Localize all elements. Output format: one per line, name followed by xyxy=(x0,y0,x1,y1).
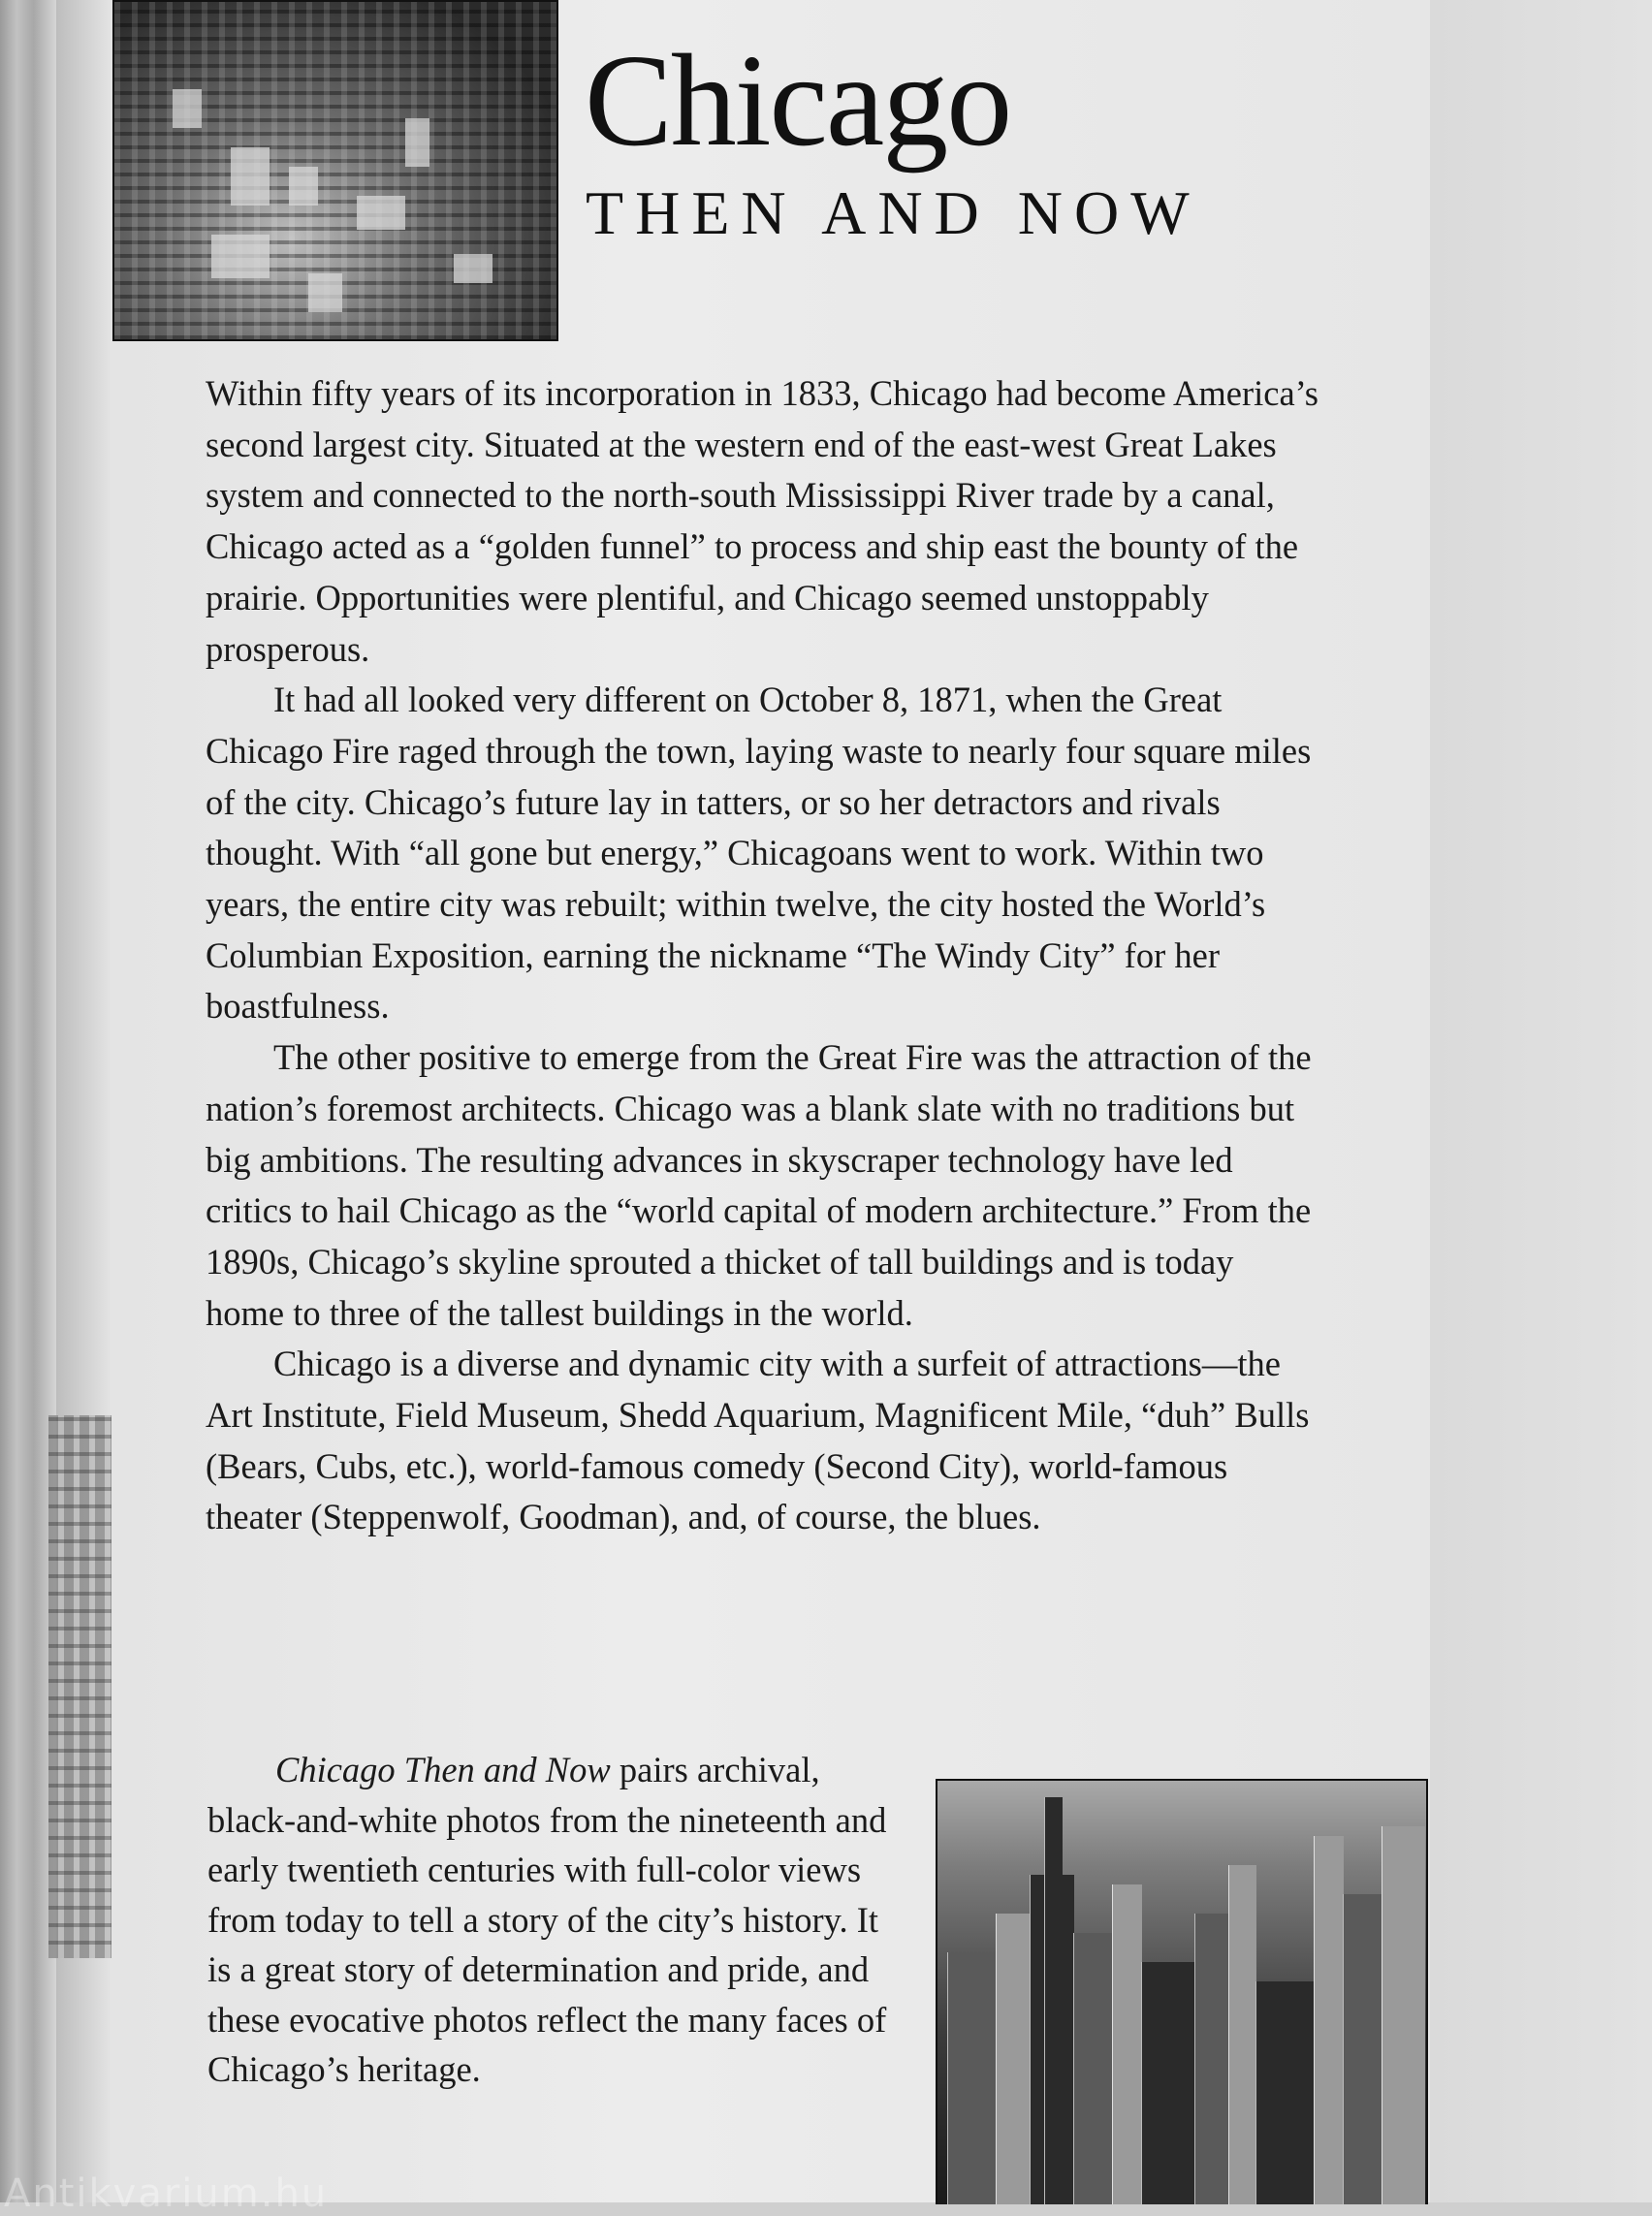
underlying-photo-building xyxy=(48,1415,116,1958)
historic-aerial-photo xyxy=(112,0,558,341)
paragraph-3: The other positive to emerge from the Great Fire was the attraction of the nation’s foremost architects. Chicago was a blank slate with no traditions but big ambitions. The resulting advances in skyscraper technology have led critics to hail Chicago as the “world capital of modern architecture.” From the 1890s, Chicago’s skyline sprouted a thicket of tall buildings and is today home to three of the tallest buildings in the world. xyxy=(206,1037,1312,1333)
book-subtitle: THEN AND NOW xyxy=(586,178,1201,247)
book-title: Chicago xyxy=(585,28,1011,174)
watermark: Antikvarium.hu xyxy=(4,2171,329,2216)
italic-book-title: Chicago Then and Now xyxy=(275,1750,611,1789)
modern-skyline-photo xyxy=(936,1779,1428,2204)
paragraph-2: It had all looked very different on October 8, 1871, when the Great Chicago Fire raged through the town, laying waste to nearly four square miles of the city. Chicago’s future lay in tatters, or so her detractors and rivals thought. With “all gone but energy,” Chicagoans went to work. Within two years, the entire city was rebuilt; within twelve, the city hosted the World’s Columbian Exposition, earning the nickname “The Windy City” for her boastfulness. xyxy=(206,680,1312,1027)
paragraph-5-text: pairs archival, black-and-white photos from the nineteenth and early twentieth centuries with full-color views from today to tell a story of the city’s history. It is a great story of determination and pride, and these evocative photos reflect the many faces of Chicago’s heritage. xyxy=(207,1750,887,2089)
body-text xyxy=(206,368,1320,1543)
paragraph-1: Within fifty years of its incorporation in 1833, Chicago had become America’s second largest city. Situated at the western end of the east-west Great Lakes system and connected to the north-south Mississippi River trade by a canal, Chicago acted as a “golden funnel” to process and ship east the bounty of the prairie. Opportunities were plentiful, and Chicago seemed unstoppably prosperous. xyxy=(206,373,1318,669)
page-edge-right xyxy=(1430,0,1652,2202)
paragraph-5 xyxy=(207,1745,905,2095)
paragraph-4: Chicago is a diverse and dynamic city with a surfeit of attractions—the Art Institute, Field Museum, Shedd Aquarium, Magnificent Mile, “duh” Bulls (Bears, Cubs, etc.), world-famous comedy (Second City), world-famous theater (Steppenwolf, Goodman), and, of course, the blues. xyxy=(206,1344,1310,1537)
